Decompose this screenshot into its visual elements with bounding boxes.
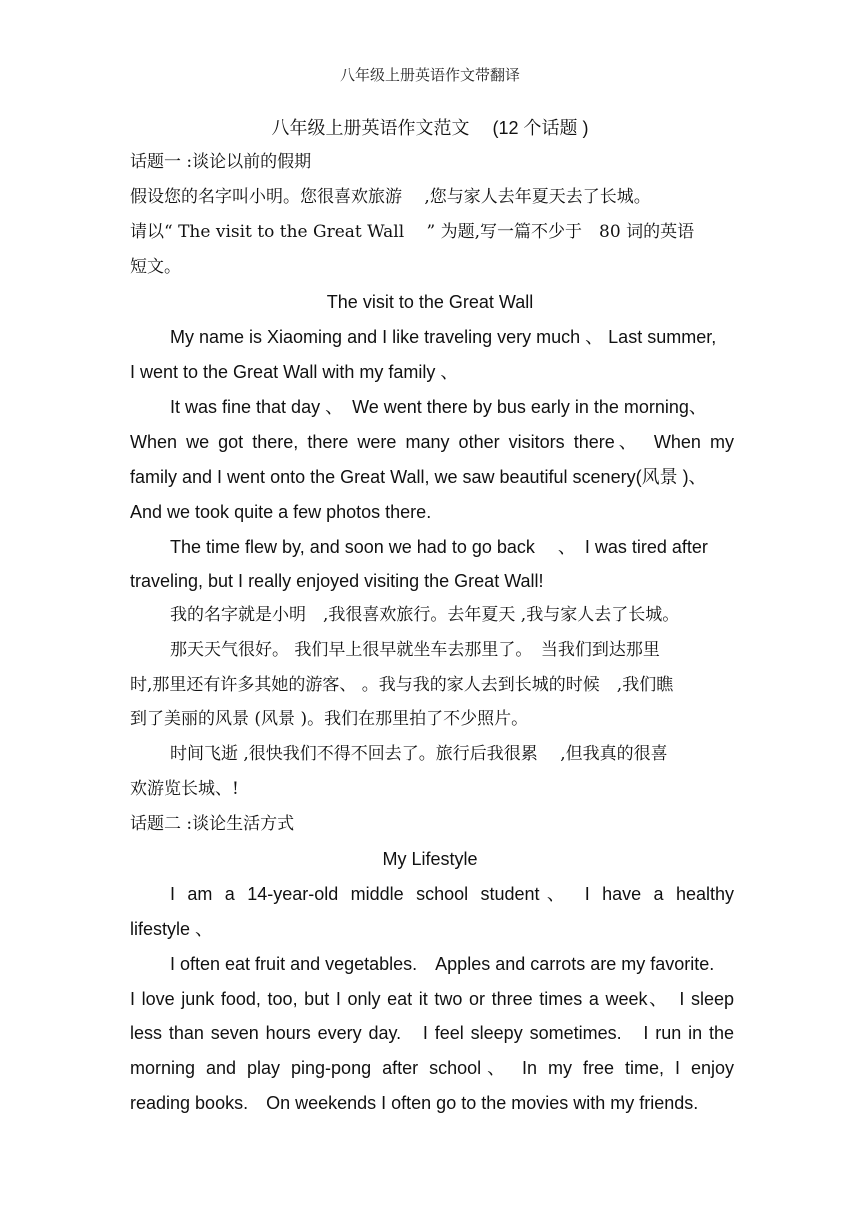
essay-line: lifestyle 、 [130,919,214,939]
topic1-prompt-line: 假设您的名字叫小明。您很喜欢旅游 ,您与家人去年夏天去了长城。 [130,187,651,207]
topic1-prompt-line: 短文。 [130,257,181,277]
essay-line: reading books. On weekends I often go to the movies with my friends. [130,1093,699,1113]
translation-line: 我的名字就是小明 ,我很喜欢旅行。去年夏天 ,我与家人去了长城。 [170,605,680,625]
topic1-prompt-line: 请以“ The visit to the Great Wall ” 为题,写一篇不少于 80 词的英语 [130,222,695,242]
essay-line: I am a 14-year-old middle school student、 I have a healthy [170,884,734,904]
essay-line: family and I went onto the Great Wall, we saw beautiful scenery(风景 )、 [130,467,707,487]
topic1-essay-title: The visit to the Great Wall [326,292,534,312]
translation-line: 欢游览长城、! [130,779,239,799]
essay-line: I often eat fruit and vegetables. Apples and carrots are my favorite. [170,954,715,974]
translation-line: 时间飞逝 ,很快我们不得不回去了。旅行后我很累 ,但我真的很喜 [170,744,668,764]
page-header: 八年级上册英语作文带翻译 [339,66,520,84]
translation-line: 那天天气很好。 我们早上很早就坐车去那里了。 当我们到达那里 [170,640,660,660]
essay-line: The time flew by, and soon we had to go back 、 I was tired after [170,537,708,557]
essay-line: I love junk food, too, but I only eat it two or three times a week、 I sleep [130,989,734,1009]
essay-line: It was fine that day 、 We went there by bus early in the morning、 [170,397,707,417]
topic2-heading: 话题二 :谈论生活方式 [130,814,295,834]
essay-line: When we got there, there were many other visitors there、 When my [130,432,734,452]
topic2-essay-title: My Lifestyle [382,849,478,869]
essay-line: morning and play ping-pong after school、 In my free time, I enjoy [130,1058,734,1078]
essay-line: traveling, but I really enjoyed visiting the Great Wall! [130,571,544,591]
essay-line: I went to the Great Wall with my family 、 [130,362,459,382]
essay-line: And we took quite a few photos there. [130,502,432,522]
essay-line: less than seven hours every day. I feel sleepy sometimes. I run in the [130,1023,734,1043]
translation-line: 时,那里还有许多其她的游客、 。我与我的家人去到长城的时候 ,我们瞧 [130,675,674,695]
document-title: 八年级上册英语作文范文 (12 个话题 ) [271,118,589,138]
essay-line: My name is Xiaoming and I like traveling very much 、 Last summer, [170,327,717,347]
translation-line: 到了美丽的风景 (风景 )。我们在那里拍了不少照片。 [130,709,529,729]
topic1-heading: 话题一 :谈论以前的假期 [130,152,312,172]
